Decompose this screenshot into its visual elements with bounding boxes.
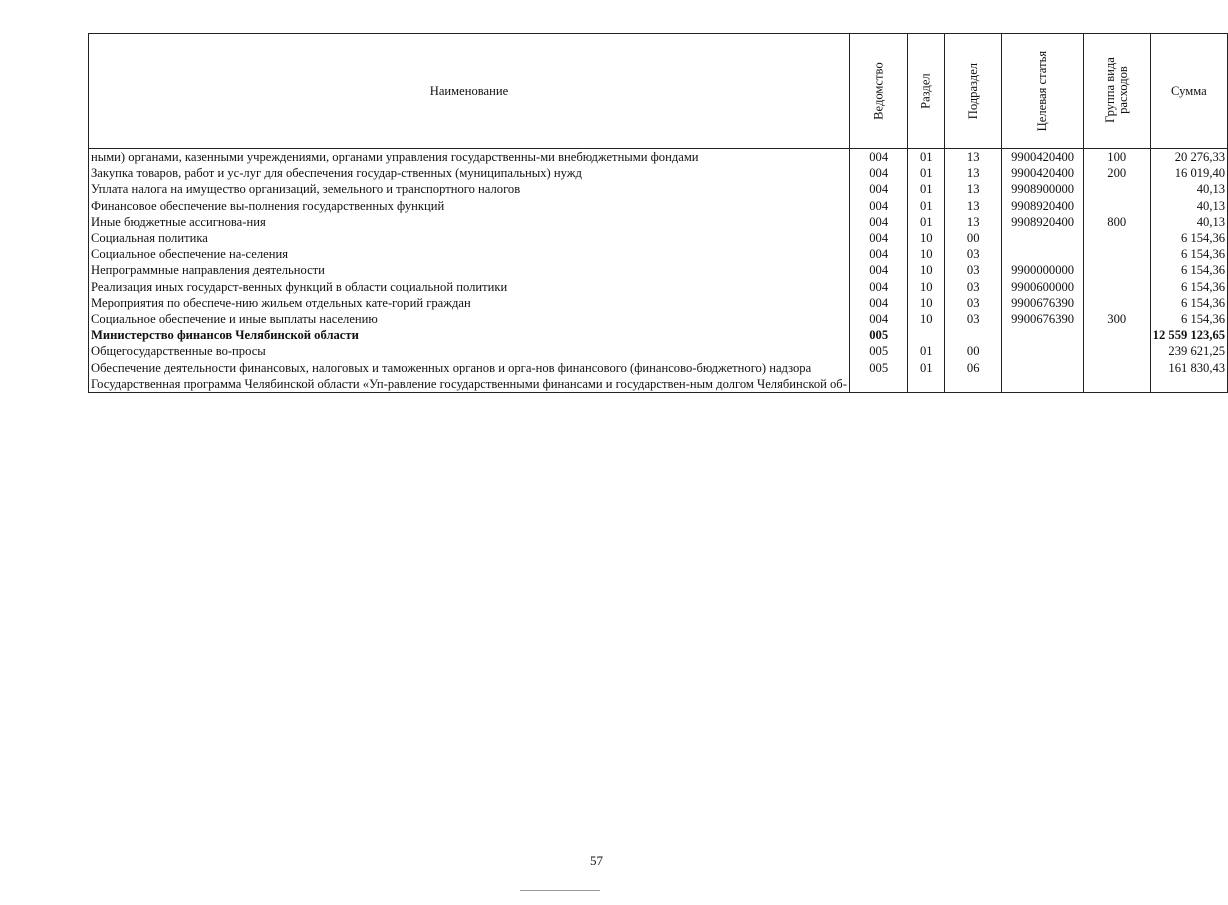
row-podrazdel — [945, 327, 1002, 343]
row-name: Уплата налога на имущество организаций, земельного и транспортного налогов — [89, 181, 850, 197]
header-vedomstvo: Ведомство — [849, 34, 908, 149]
row-vedomstvo: 004 — [849, 198, 908, 214]
header-row — [89, 34, 1228, 149]
row-razdel: 01 — [908, 360, 945, 376]
row-name: Государственная программа Челябинской области «Уп-равление государственными финансами и государствен-ным долгом Челябинской об- — [89, 376, 850, 393]
row-vedomstvo — [849, 376, 908, 393]
row-podrazdel: 03 — [945, 279, 1002, 295]
row-sum: 6 154,36 — [1150, 279, 1227, 295]
table-row — [89, 149, 1228, 166]
row-podrazdel: 13 — [945, 198, 1002, 214]
row-group — [1083, 343, 1150, 359]
row-vedomstvo: 004 — [849, 311, 908, 327]
row-name: Мероприятия по обеспече-нию жильем отдельных кате-горий граждан — [89, 295, 850, 311]
table-row — [89, 246, 1228, 262]
row-razdel: 01 — [908, 198, 945, 214]
row-group — [1083, 279, 1150, 295]
row-target: 9900676390 — [1002, 311, 1083, 327]
table-row — [89, 230, 1228, 246]
row-target — [1002, 360, 1083, 376]
row-podrazdel: 03 — [945, 262, 1002, 278]
row-podrazdel: 03 — [945, 295, 1002, 311]
row-target: 9908900000 — [1002, 181, 1083, 197]
row-razdel — [908, 376, 945, 393]
header-sum: Сумма — [1150, 34, 1227, 149]
row-podrazdel — [945, 376, 1002, 393]
row-sum: 40,13 — [1150, 181, 1227, 197]
row-name: Социальное обеспечение на-селения — [89, 246, 850, 262]
row-group — [1083, 230, 1150, 246]
footer-rule — [520, 890, 600, 891]
row-razdel — [908, 327, 945, 343]
row-vedomstvo: 004 — [849, 279, 908, 295]
row-podrazdel: 13 — [945, 181, 1002, 197]
row-razdel: 10 — [908, 262, 945, 278]
row-vedomstvo: 005 — [849, 327, 908, 343]
row-razdel: 01 — [908, 165, 945, 181]
row-sum: 161 830,43 — [1150, 360, 1227, 376]
row-sum: 6 154,36 — [1150, 246, 1227, 262]
page-number: 57 — [590, 853, 603, 868]
row-name: Общегосударственные во-просы — [89, 343, 850, 359]
row-razdel: 01 — [908, 181, 945, 197]
table-row — [89, 165, 1228, 181]
row-razdel: 10 — [908, 295, 945, 311]
row-sum: 16 019,40 — [1150, 165, 1227, 181]
row-sum: 12 559 123,65 — [1150, 327, 1227, 343]
row-vedomstvo: 004 — [849, 214, 908, 230]
row-target: 9900000000 — [1002, 262, 1083, 278]
row-group — [1083, 262, 1150, 278]
row-group — [1083, 295, 1150, 311]
table-row — [89, 376, 1228, 393]
row-target: 9900420400 — [1002, 149, 1083, 166]
row-podrazdel: 03 — [945, 311, 1002, 327]
row-podrazdel: 00 — [945, 230, 1002, 246]
row-group — [1083, 376, 1150, 393]
row-group — [1083, 246, 1150, 262]
row-podrazdel: 13 — [945, 165, 1002, 181]
row-target — [1002, 246, 1083, 262]
table-row — [89, 279, 1228, 295]
row-target — [1002, 376, 1083, 393]
budget-table — [88, 33, 1228, 393]
row-sum: 6 154,36 — [1150, 230, 1227, 246]
row-vedomstvo: 005 — [849, 360, 908, 376]
row-razdel: 01 — [908, 214, 945, 230]
row-razdel: 01 — [908, 343, 945, 359]
row-name: Реализация иных государст-венных функций в области социальной политики — [89, 279, 850, 295]
row-razdel: 10 — [908, 279, 945, 295]
table-row — [89, 295, 1228, 311]
table-row — [89, 343, 1228, 359]
table-row — [89, 198, 1228, 214]
row-vedomstvo: 004 — [849, 246, 908, 262]
row-name: Социальное обеспечение и иные выплаты населению — [89, 311, 850, 327]
row-sum: 6 154,36 — [1150, 295, 1227, 311]
row-vedomstvo: 004 — [849, 262, 908, 278]
row-podrazdel: 03 — [945, 246, 1002, 262]
row-vedomstvo: 004 — [849, 165, 908, 181]
table-row — [89, 181, 1228, 197]
row-vedomstvo: 004 — [849, 230, 908, 246]
row-podrazdel: 00 — [945, 343, 1002, 359]
row-razdel: 01 — [908, 149, 945, 166]
row-name: Финансовое обеспечение вы-полнения государственных функций — [89, 198, 850, 214]
table-row — [89, 311, 1228, 327]
header-podrazdel: Подраздел — [945, 34, 1002, 149]
row-podrazdel: 06 — [945, 360, 1002, 376]
row-name: Министерство финансов Челябинской области — [89, 327, 850, 343]
row-vedomstvo: 005 — [849, 343, 908, 359]
row-group: 300 — [1083, 311, 1150, 327]
row-group — [1083, 327, 1150, 343]
header-target: Целевая статья — [1002, 34, 1083, 149]
row-name: Иные бюджетные ассигнова-ния — [89, 214, 850, 230]
row-podrazdel: 13 — [945, 149, 1002, 166]
row-group — [1083, 198, 1150, 214]
row-razdel: 10 — [908, 246, 945, 262]
row-target: 9900676390 — [1002, 295, 1083, 311]
row-group — [1083, 181, 1150, 197]
row-group: 100 — [1083, 149, 1150, 166]
row-sum: 6 154,36 — [1150, 311, 1227, 327]
row-target: 9908920400 — [1002, 198, 1083, 214]
row-target — [1002, 230, 1083, 246]
row-sum: 20 276,33 — [1150, 149, 1227, 166]
table-row — [89, 360, 1228, 376]
row-razdel: 10 — [908, 230, 945, 246]
row-sum: 6 154,36 — [1150, 262, 1227, 278]
row-sum: 40,13 — [1150, 214, 1227, 230]
table-row — [89, 262, 1228, 278]
row-vedomstvo: 004 — [849, 149, 908, 166]
row-sum: 40,13 — [1150, 198, 1227, 214]
header-group: Группа вида расходов — [1083, 34, 1150, 149]
row-target: 9900600000 — [1002, 279, 1083, 295]
row-name: Закупка товаров, работ и ус-луг для обеспечения государ-ственных (муниципальных) нужд — [89, 165, 850, 181]
row-podrazdel: 13 — [945, 214, 1002, 230]
header-razdel: Раздел — [908, 34, 945, 149]
table-row — [89, 214, 1228, 230]
row-razdel: 10 — [908, 311, 945, 327]
row-target — [1002, 327, 1083, 343]
row-sum — [1150, 376, 1227, 393]
row-target: 9908920400 — [1002, 214, 1083, 230]
row-vedomstvo: 004 — [849, 295, 908, 311]
header-name: Наименование — [89, 34, 850, 149]
row-group: 200 — [1083, 165, 1150, 181]
row-group — [1083, 360, 1150, 376]
row-name: Непрограммные направления деятельности — [89, 262, 850, 278]
row-target: 9900420400 — [1002, 165, 1083, 181]
table-row — [89, 327, 1228, 343]
row-name: Социальная политика — [89, 230, 850, 246]
row-group: 800 — [1083, 214, 1150, 230]
row-target — [1002, 343, 1083, 359]
row-name: ными) органами, казенными учреждениями, органами управления государственны-ми внебюджетными фондами — [89, 149, 850, 166]
row-sum: 239 621,25 — [1150, 343, 1227, 359]
row-name: Обеспечение деятельности финансовых, налоговых и таможенных органов и орга-нов финансового (финансово-бюджетного) надзора — [89, 360, 850, 376]
row-vedomstvo: 004 — [849, 181, 908, 197]
